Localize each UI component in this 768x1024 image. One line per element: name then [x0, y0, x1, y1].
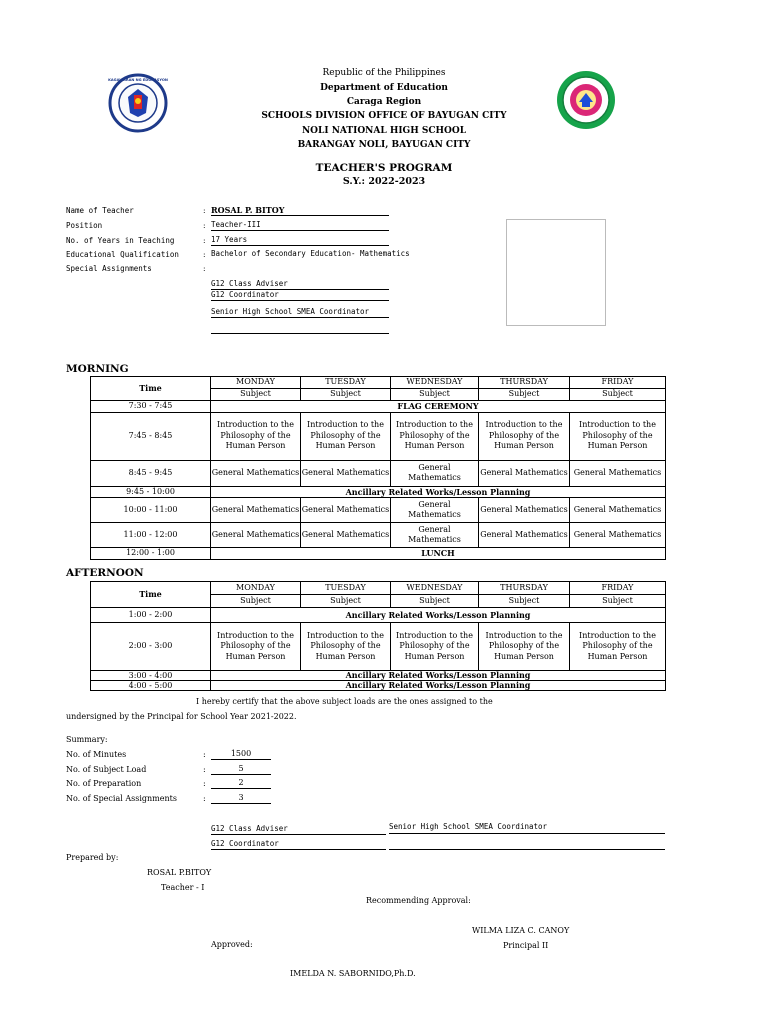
special-label: Special Assignments: [66, 264, 152, 273]
assignment-3: Senior High School SMEA Coordinator: [211, 307, 389, 318]
subject-header: Subject: [211, 389, 301, 401]
lunch-cell: LUNCH: [211, 548, 666, 560]
recommending-label: Recommending Approval:: [366, 896, 471, 905]
time-slot: 2:00 - 3:00: [91, 623, 211, 671]
subject-cell: General Mathematics: [211, 523, 301, 548]
school-name: NOLI NATIONAL HIGH SCHOOL: [301, 126, 467, 136]
subject-cell: Introduction to the Philosophy of the Human Person: [301, 412, 391, 460]
qualification-colon: :: [203, 250, 206, 259]
subject-cell: Introduction to the Philosophy of the Human Person: [391, 412, 479, 460]
day-header-wednesday: WEDNESDAY: [391, 377, 479, 389]
ancillary-cell: Ancillary Related Works/Lesson Planning: [211, 671, 666, 681]
prepared-by-label: Prepared by:: [66, 853, 119, 862]
subject-load-value: 5: [211, 763, 271, 775]
certification-line-1: I hereby certify that the above subject loads are the ones assigned to the: [196, 697, 493, 706]
approved-name: IMELDA N. SABORNIDO,Ph.D.: [290, 969, 416, 978]
subject-load-colon: :: [203, 765, 206, 774]
subject-header: Subject: [211, 595, 301, 608]
minutes-colon: :: [203, 750, 206, 759]
day-header-thursday: THURSDAY: [479, 582, 570, 595]
day-header-tuesday: TUESDAY: [301, 582, 391, 595]
recommending-title: Principal II: [503, 941, 549, 950]
svg-text:KAGAWARAN NG EDUKASYON: KAGAWARAN NG EDUKASYON: [108, 78, 168, 82]
years-label: No. of Years in Teaching: [66, 236, 175, 245]
subject-cell: General Mathematics: [391, 460, 479, 486]
afternoon-label: AFTERNOON: [66, 567, 144, 579]
time-slot: 3:00 - 4:00: [91, 671, 211, 681]
time-slot: 7:30 - 7:45: [91, 401, 211, 413]
qualification-label: Educational Qualification: [66, 250, 179, 259]
day-header-monday: MONDAY: [211, 377, 301, 389]
approved-label: Approved:: [211, 940, 253, 949]
page-title: TEACHER'S PROGRAM: [315, 162, 453, 174]
time-slot: 1:00 - 2:00: [91, 608, 211, 623]
summary-label: Summary:: [66, 735, 108, 744]
subject-cell: Introduction to the Philosophy of the Human Person: [479, 412, 570, 460]
name-label: Name of Teacher: [66, 206, 134, 215]
time-header: Time: [91, 582, 211, 608]
day-header-tuesday: TUESDAY: [301, 377, 391, 389]
ancillary-cell: Ancillary Related Works/Lesson Planning: [211, 608, 666, 623]
years-value: 17 Years: [211, 235, 389, 246]
certification-line-2: undersigned by the Principal for School Year 2021-2022.: [66, 712, 297, 721]
subject-header: Subject: [301, 389, 391, 401]
subject-header: Subject: [391, 389, 479, 401]
ancillary-cell: Ancillary Related Works/Lesson Planning: [211, 486, 666, 498]
subject-header: Subject: [391, 595, 479, 608]
recommending-name: WILMA LIZA C. CANOY: [472, 926, 570, 935]
subject-cell: Introduction to the Philosophy of the Human Person: [211, 412, 301, 460]
special-assignments-value: 3: [211, 792, 271, 804]
subject-cell: Introduction to the Philosophy of the Human Person: [211, 623, 301, 671]
subject-header: Subject: [570, 595, 666, 608]
subject-cell: Introduction to the Philosophy of the Human Person: [391, 623, 479, 671]
prepared-by-title: Teacher - I: [161, 883, 205, 892]
subject-cell: General Mathematics: [301, 523, 391, 548]
time-slot: 8:45 - 9:45: [91, 460, 211, 486]
time-header: Time: [91, 377, 211, 401]
time-slot: 4:00 - 5:00: [91, 681, 211, 691]
footer-adviser: G12 Class Adviser: [211, 824, 386, 835]
subject-cell: Introduction to the Philosophy of the Human Person: [570, 623, 666, 671]
time-slot: 11:00 - 12:00: [91, 523, 211, 548]
republic-text: Republic of the Philippines: [322, 68, 446, 78]
subject-cell: General Mathematics: [301, 460, 391, 486]
day-header-friday: FRIDAY: [570, 377, 666, 389]
time-slot: 10:00 - 11:00: [91, 498, 211, 523]
day-header-monday: MONDAY: [211, 582, 301, 595]
morning-schedule-table: [90, 376, 666, 560]
afternoon-schedule-table: [90, 581, 666, 691]
years-colon: :: [203, 236, 206, 245]
prepared-by-name: ROSAL P.BITOY: [147, 868, 212, 877]
subject-cell: Introduction to the Philosophy of the Human Person: [570, 412, 666, 460]
photo-box: [506, 219, 606, 326]
name-value: ROSAL P. BITOY: [211, 205, 389, 216]
subject-header: Subject: [570, 389, 666, 401]
footer-coordinator: G12 Coordinator: [211, 839, 386, 850]
subject-cell: General Mathematics: [570, 523, 666, 548]
preparation-value: 2: [211, 777, 271, 789]
position-value: Teacher-III: [211, 220, 389, 231]
time-slot: 9:45 - 10:00: [91, 486, 211, 498]
day-header-wednesday: WEDNESDAY: [391, 582, 479, 595]
special-assignments-label: No. of Special Assignments: [66, 794, 177, 803]
minutes-label: No. of Minutes: [66, 750, 127, 759]
subject-cell: General Mathematics: [211, 498, 301, 523]
time-slot: 7:45 - 8:45: [91, 412, 211, 460]
morning-label: MORNING: [66, 363, 129, 375]
day-header-thursday: THURSDAY: [479, 377, 570, 389]
subject-load-label: No. of Subject Load: [66, 765, 147, 774]
assignment-2: G12 Coordinator: [211, 290, 389, 301]
special-colon: :: [203, 264, 206, 273]
department-text: Department of Education: [320, 83, 448, 93]
subject-cell: General Mathematics: [570, 498, 666, 523]
subject-cell: Introduction to the Philosophy of the Human Person: [479, 623, 570, 671]
preparation-colon: :: [203, 779, 206, 788]
qualification-value: Bachelor of Secondary Education- Mathematics: [211, 249, 410, 258]
subject-header: Subject: [479, 389, 570, 401]
region-text: Caraga Region: [346, 97, 422, 107]
subject-cell: General Mathematics: [391, 498, 479, 523]
position-colon: :: [203, 221, 206, 230]
flag-ceremony-cell: FLAG CEREMONY: [211, 401, 666, 413]
subject-cell: General Mathematics: [391, 523, 479, 548]
subject-cell: Introduction to the Philosophy of the Human Person: [301, 623, 391, 671]
school-year: S.Y.: 2022-2023: [342, 176, 426, 187]
special-assignments-colon: :: [203, 794, 206, 803]
preparation-label: No. of Preparation: [66, 779, 142, 788]
subject-cell: General Mathematics: [570, 460, 666, 486]
subject-cell: General Mathematics: [301, 498, 391, 523]
division-text: SCHOOLS DIVISION OFFICE OF BAYUGAN CITY: [261, 111, 507, 121]
assignment-1: G12 Class Adviser: [211, 279, 389, 290]
minutes-value: 1500: [211, 748, 271, 760]
name-colon: :: [203, 206, 206, 215]
subject-cell: General Mathematics: [479, 460, 570, 486]
subject-cell: General Mathematics: [479, 523, 570, 548]
subject-cell: General Mathematics: [211, 460, 301, 486]
day-header-friday: FRIDAY: [570, 582, 666, 595]
subject-header: Subject: [479, 595, 570, 608]
subject-cell: General Mathematics: [479, 498, 570, 523]
subject-header: Subject: [301, 595, 391, 608]
position-label: Position: [66, 221, 103, 230]
school-address: BARANGAY NOLI, BAYUGAN CITY: [297, 140, 471, 150]
time-slot: 12:00 - 1:00: [91, 548, 211, 560]
ancillary-cell: Ancillary Related Works/Lesson Planning: [211, 681, 666, 691]
footer-smea: Senior High School SMEA Coordinator: [389, 822, 665, 834]
footer-blank-line: [389, 849, 665, 850]
assignment-blank-line: [211, 323, 389, 334]
